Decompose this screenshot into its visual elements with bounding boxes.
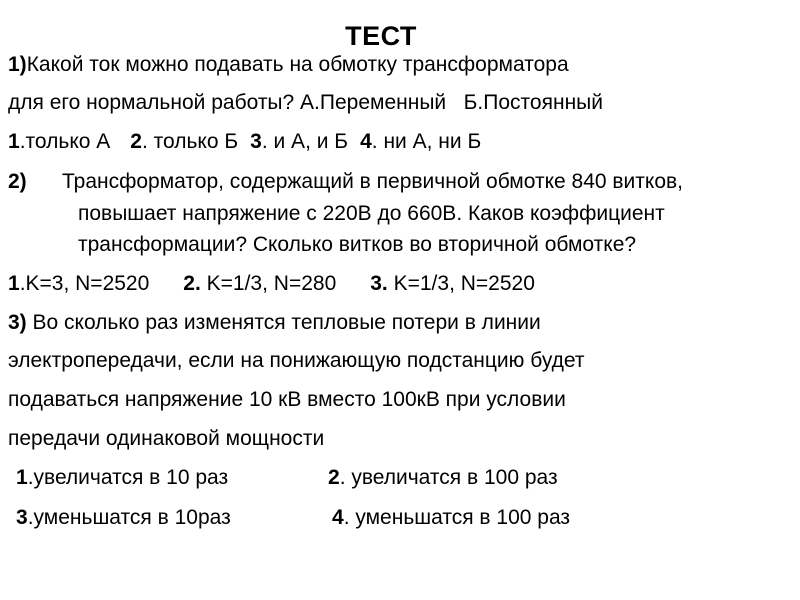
q1-option-1 xyxy=(8,130,110,153)
q2-option-2 xyxy=(183,272,336,295)
question-3-text-2: электропередачи, если на понижающую подстанцию будет xyxy=(8,349,585,372)
question-3-line-3 xyxy=(8,387,566,413)
q1-option-1-text: .только А xyxy=(19,130,111,153)
q2-option-2-number: 2. xyxy=(183,272,201,295)
question-2-text-2: повышает напряжение с 220В до 660В. Каков коэффициент xyxy=(78,202,665,225)
question-2-text-3: трансформации? Сколько витков во вторичной обмотке? xyxy=(78,233,637,256)
q3-option-3-number: 3 xyxy=(16,506,28,529)
question-3-number: 3) xyxy=(8,311,27,334)
q3-option-4 xyxy=(332,505,570,531)
question-3-text-3: подаваться напряжение 10 кВ вместо 100кВ при условии xyxy=(8,388,566,411)
q2-option-3-text: K=1/3, N=2520 xyxy=(387,272,535,295)
question-1-text-1: Какой ток можно подавать на обмотку трансформатора xyxy=(26,53,569,76)
q3-option-1 xyxy=(16,465,228,491)
q1-option-2-number: 2 xyxy=(130,130,142,153)
q3-option-1-text: .увеличатся в 10 раз xyxy=(27,466,229,489)
question-3-text-1: Во сколько раз изменятся тепловые потери в линии xyxy=(26,311,541,334)
q1-option-1-number: 1 xyxy=(8,130,20,153)
question-2-text-line-2 xyxy=(78,201,665,227)
question-3-line-1 xyxy=(8,310,541,336)
question-1-options xyxy=(8,129,481,155)
q3-option-4-number: 4 xyxy=(332,506,344,529)
question-2-text-line-3 xyxy=(78,232,636,258)
q2-option-3 xyxy=(370,272,535,295)
q2-option-1-text: .K=3, N=2520 xyxy=(19,272,150,295)
q1-option-4-text: . ни А, ни Б xyxy=(371,130,482,153)
question-2-number: 2) xyxy=(8,170,27,193)
q3-option-3-text: .уменьшатся в 10раз xyxy=(27,506,231,529)
question-1-number: 1) xyxy=(8,53,27,76)
q2-option-1-number: 1 xyxy=(8,272,20,295)
q3-option-2 xyxy=(328,465,558,491)
question-1-line-1 xyxy=(8,52,569,78)
q2-option-1 xyxy=(8,272,149,295)
question-3-text-4: передачи одинаковой мощности xyxy=(8,427,325,450)
question-3-line-2 xyxy=(8,348,584,374)
q3-option-4-text: . уменьшатся в 100 раз xyxy=(343,506,571,529)
q1-option-4 xyxy=(360,130,481,153)
q3-option-1-number: 1 xyxy=(16,466,28,489)
question-2-text-1: Трансформатор, содержащий в первичной обмотке 840 витков, xyxy=(62,170,683,193)
slide-title: ТЕСТ xyxy=(345,21,417,51)
q1-option-3-text: . и А, и Б xyxy=(261,130,349,153)
q3-option-2-text: . увеличатся в 100 раз xyxy=(339,466,558,489)
q3-option-3 xyxy=(16,505,231,531)
q3-option-2-number: 2 xyxy=(328,466,340,489)
q2-option-3-number: 3. xyxy=(370,272,388,295)
question-2-text-line-1 xyxy=(62,169,683,195)
q1-option-2 xyxy=(130,130,238,153)
question-3-line-4 xyxy=(8,426,324,452)
q1-option-3-number: 3 xyxy=(250,130,262,153)
question-2-line-1 xyxy=(8,169,27,195)
q1-option-4-number: 4 xyxy=(360,130,372,153)
q2-option-2-text: K=1/3, N=280 xyxy=(200,272,337,295)
question-1-text-2: для его нормальной работы? А.Переменный Б.Постоянный xyxy=(8,91,603,114)
q1-option-3 xyxy=(250,130,348,153)
question-2-options xyxy=(8,271,535,297)
question-1-line-2 xyxy=(8,90,603,116)
q1-option-2-text: . только Б xyxy=(141,130,239,153)
